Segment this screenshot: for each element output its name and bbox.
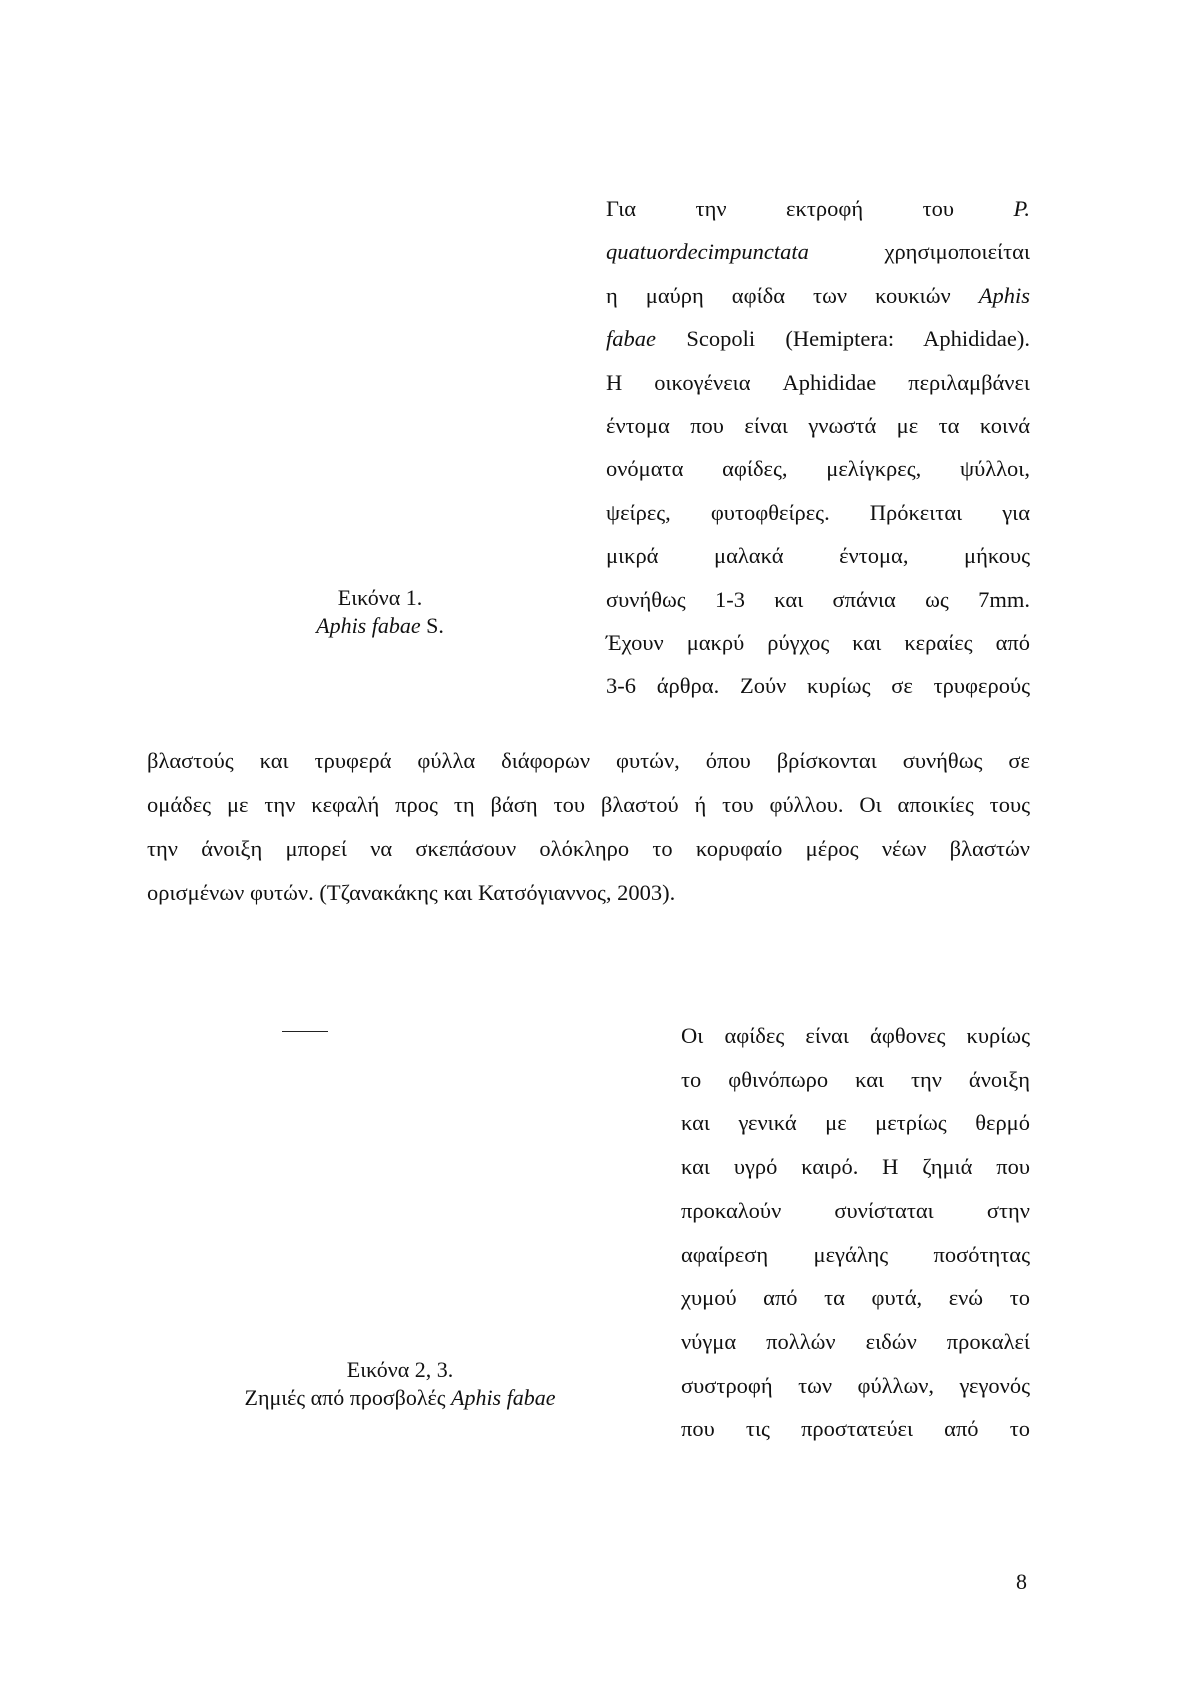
- bottom-line: συστροφή των φύλλων, γεγονός: [681, 1372, 1030, 1398]
- paragraph-line: ορισμένων φυτών. (Τζανακάκης και Κατσόγιαννος, 2003).: [147, 880, 676, 905]
- top-line: [606, 281, 1030, 311]
- bottom-line: χυμού από τα φυτά, ενώ το: [681, 1285, 1030, 1311]
- top-line: [606, 498, 1030, 528]
- top-line-segment: quatuordecimpunctata: [606, 239, 809, 265]
- paragraph-line: ομάδες με την κεφαλή προς τη βάση του βλαστού ή του φύλλου. Οι αποικίες τους: [147, 792, 1030, 817]
- top-line-segment: Για την εκτροφή του: [606, 196, 1014, 221]
- top-line: [606, 194, 1030, 224]
- top-line-segment: συνήθως 1-3 και σπάνια ως 7mm.: [606, 586, 1030, 612]
- figure-2-3-prefix: Ζημιές από προσβολές: [244, 1385, 451, 1410]
- figure-2-3-text-line: [200, 1384, 600, 1412]
- top-line-segment: η μαύρη αφίδα των κουκιών: [606, 282, 979, 308]
- figure-2-3-label: Εικόνα 2, 3.: [346, 1357, 454, 1382]
- figure-1-species-line: [300, 612, 460, 640]
- top-line-segment: P.: [1013, 196, 1030, 221]
- figure-1-caption: [300, 584, 460, 640]
- bottom-line: προκαλούν συνίσταται στην: [681, 1197, 1030, 1223]
- top-line: [606, 324, 1030, 354]
- page-number: 8: [1016, 1569, 1027, 1594]
- top-line-segment: έντομα που είναι γνωστά με τα κοινά: [606, 413, 1030, 438]
- paragraph-line: την άνοιξη μπορεί να σκεπάσουν ολόκληρο το κορυφαίο μέρος νέων βλαστών: [147, 836, 1030, 861]
- top-line: [606, 411, 1030, 441]
- figure-1-author: S.: [420, 613, 444, 638]
- figure-2-3-caption: [200, 1356, 600, 1412]
- figure-2-3-species: Aphis fabae: [451, 1385, 556, 1410]
- top-line: [606, 454, 1030, 484]
- top-line: [606, 585, 1030, 615]
- bottom-line: και υγρό καιρό. Η ζημιά που: [681, 1154, 1030, 1180]
- figure-1-label: Εικόνα 1.: [337, 585, 423, 610]
- top-line-segment: μικρά μαλακά έντομα, μήκους: [606, 543, 1030, 569]
- top-line: [606, 541, 1030, 571]
- bottom-line: Οι αφίδες είναι άφθονες κυρίως: [681, 1023, 1030, 1048]
- top-line-segment: 3-6 άρθρα. Ζούν κυρίως σε τρυφερούς: [606, 673, 1030, 699]
- top-line: [606, 671, 1030, 701]
- top-line: [606, 368, 1030, 398]
- top-line-segment: fabae: [606, 326, 656, 352]
- top-line-segment: χρησιμοποιείται: [808, 239, 1030, 265]
- bottom-line: αφαίρεση μεγάλης ποσότητας: [681, 1241, 1030, 1267]
- figure-placeholder-rule: [282, 1031, 328, 1032]
- bottom-line: που τις προστατεύει από το: [681, 1416, 1030, 1442]
- top-line-segment: Scopoli (Hemiptera: Aphididae).: [656, 326, 1030, 352]
- paragraph-line: βλαστούς και τρυφερά φύλλα διάφορων φυτών, όπου βρίσκονται συνήθως σε: [147, 748, 1030, 773]
- top-line-segment: Η οικογένεια Aphididae περιλαμβάνει: [606, 369, 1030, 395]
- bottom-line: και γενικά με μετρίως θερμό: [681, 1110, 1030, 1136]
- top-line-segment: Aphis: [978, 282, 1030, 308]
- bottom-line: νύγμα πολλών ειδών προκαλεί: [681, 1328, 1030, 1354]
- top-line: [606, 237, 1030, 267]
- top-line: [606, 628, 1030, 658]
- bottom-line: το φθινόπωρο και την άνοιξη: [681, 1066, 1030, 1092]
- top-line-segment: Έχουν μακρύ ρύγχος και κεραίες από: [606, 630, 1030, 655]
- top-line-segment: ψείρες, φυτοφθείρες. Πρόκειται για: [606, 499, 1030, 525]
- figure-1-species: Aphis fabae: [316, 613, 421, 638]
- top-line-segment: ονόματα αφίδες, μελίγκρες, ψύλλοι,: [606, 456, 1030, 482]
